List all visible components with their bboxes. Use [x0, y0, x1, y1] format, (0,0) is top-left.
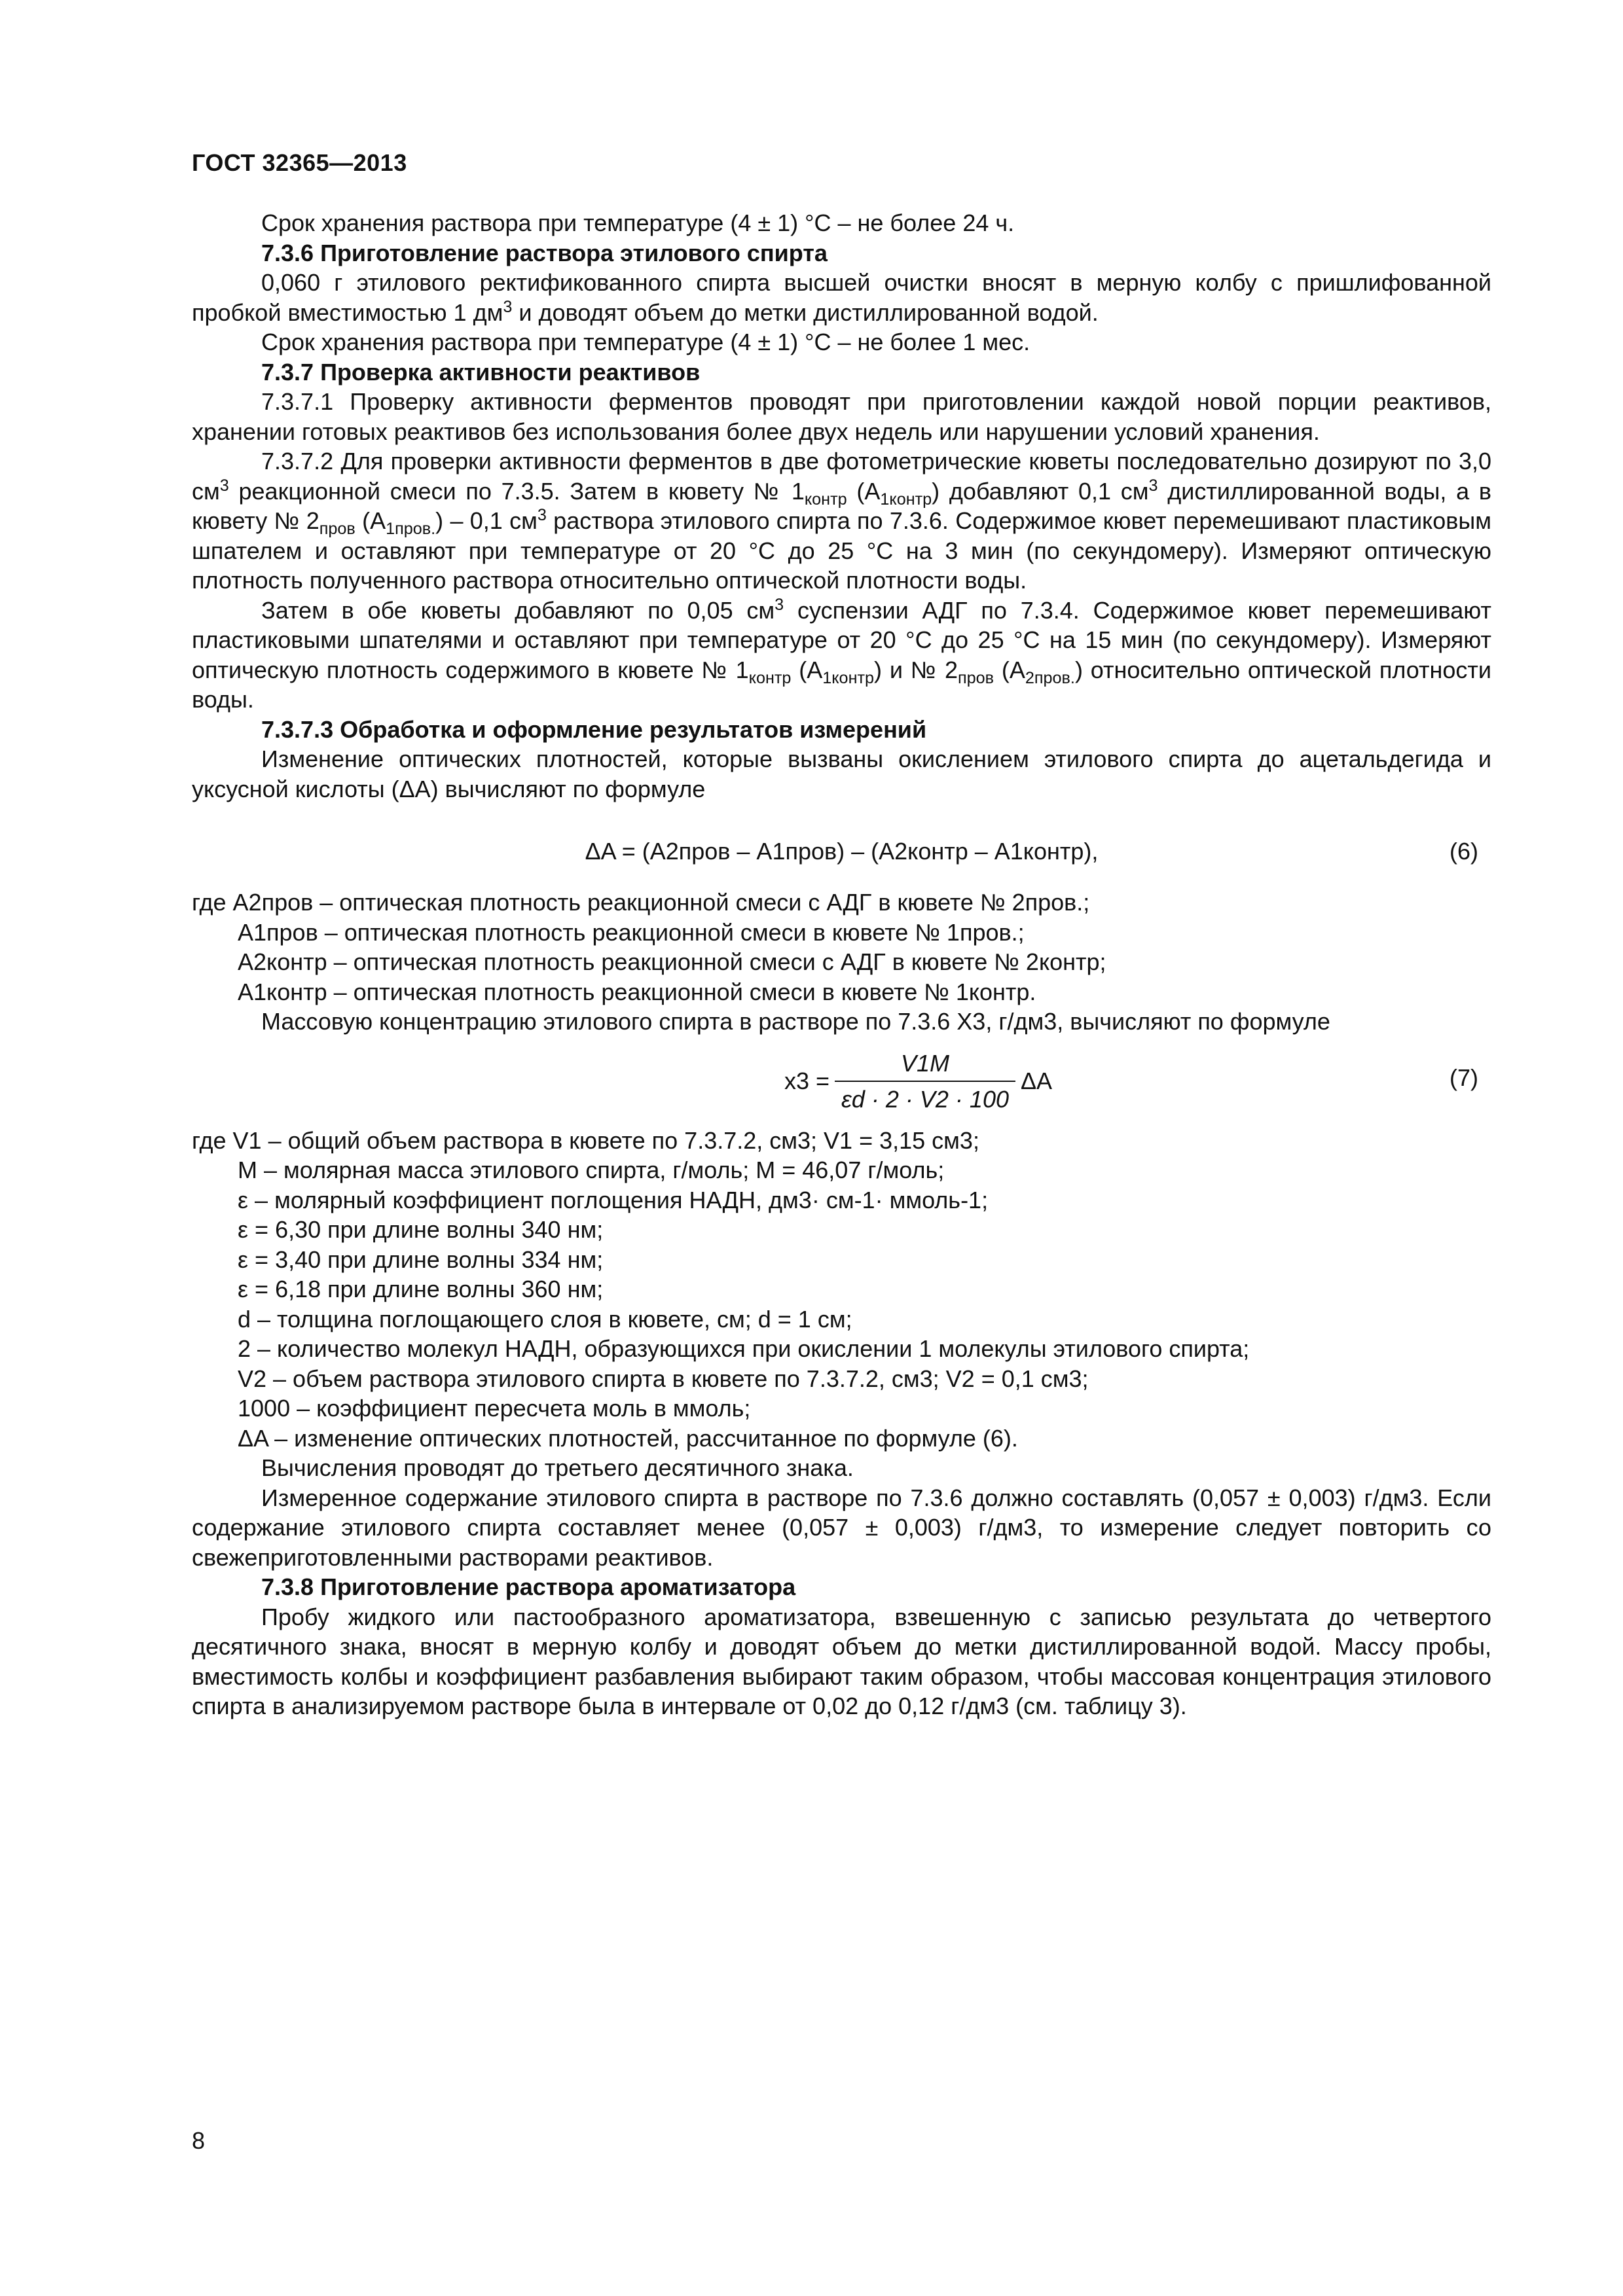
- legend-item: d – толщина поглощающего слоя в кювете, см; d = 1 см;: [238, 1305, 852, 1333]
- paragraph: Изменение оптических плотностей, которые вызваны окислением этилового спирта до ацетальдегида и уксусной кислоты (ΔA) вычисляют по формуле: [192, 745, 1491, 802]
- section-heading: 7.3.8 Приготовление раствора ароматизатора: [261, 1573, 796, 1600]
- formula-7: [192, 1042, 1491, 1121]
- legend-item: где A2пров – оптическая плотность реакционной смеси с АДГ в кювете № 2пров.;: [192, 889, 1090, 916]
- legend-item: ε = 6,18 при длине волны 360 нм;: [238, 1276, 604, 1302]
- formula-7-expression: [784, 1049, 1052, 1115]
- section-heading: 7.3.7.3 Обработка и оформление результатов измерений: [261, 715, 927, 743]
- paragraph: Массовую концентрацию этилового спирта в растворе по 7.3.6 X3, г/дм3, вычисляют по формуле: [261, 1008, 1330, 1035]
- legend-item: A1пров – оптическая плотность реакционной смеси в кювете № 1пров.;: [238, 918, 1025, 946]
- legend-item: A2контр – оптическая плотность реакционной смеси с АДГ в кювете № 2контр;: [238, 948, 1106, 975]
- paragraph: Затем в обе кюветы добавляют по 0,05 $см^3$ суспензии АДГ по 7.3.4. Содержимое кювет перемешивают пластиковыми шпателями и оставляют при температуре от 20 °С до 25 °С на 15 мин (по секундомеру). Измеряют оптическую плотность содержимого в кювете № $1_{контр}$ $(A_{1контр})$ и № $2_{пров}$ $(A_{2пров.})$ относительно оптической плотности воды.: [192, 595, 1491, 713]
- paragraph: 0,060 г этилового ректификованного спирта высшей очистки вносят в мерную колбу с пришлифованной пробкой вместимостью 1 $дм^3$ и доводят объем до метки дистиллированной водой.: [192, 269, 1491, 326]
- paragraph: Срок хранения раствора при температуре (4 ± 1) °С – не более 24 ч.: [261, 209, 1015, 236]
- formula-7-fraction: [835, 1049, 1015, 1115]
- page-number: 8: [192, 2127, 206, 2154]
- legend-item: 1000 – коэффициент пересчета моль в ммоль;: [238, 1395, 751, 1422]
- section-heading: 7.3.7 Проверка активности реактивов: [261, 358, 701, 386]
- document-body: [192, 208, 1491, 1721]
- legend-item: ε = 6,30 при длине волны 340 нм;: [238, 1216, 604, 1243]
- legend-item: где V1 – общий объем раствора в кювете по 7.3.7.2, см3; V1 = 3,15 см3;: [192, 1126, 979, 1154]
- legend-item: M – молярная масса этилового спирта, г/моль; M = 46,07 г/моль;: [238, 1157, 945, 1183]
- paragraph: Измеренное содержание этилового спирта в растворе по 7.3.6 должно составлять (0,057 ± 0,003) г/дм3. Если содержание этилового спирта составляет менее (0,057 ± 0,003) г/дм3, то измерение следует повторить со свежеприготовленными растворами реактивов.: [192, 1484, 1491, 1571]
- document-header: ГОСТ 32365—2013: [192, 149, 407, 176]
- section-heading: 7.3.6 Приготовление раствора этилового спирта: [261, 239, 828, 266]
- paragraph: 7.3.7.1 Проверку активности ферментов проводят при приготовлении каждой новой порции реактивов, хранении готовых реактивов без использования более двух недель или нарушении условий хранения.: [192, 388, 1491, 445]
- paragraph: Срок хранения раствора при температуре (4 ± 1) °С – не более 1 мес.: [261, 329, 1030, 355]
- formula-7-denominator: εd · 2 · V2 · 100: [835, 1081, 1015, 1115]
- legend-item: ε – молярный коэффициент поглощения НАДН, дм3· см-1· ммоль-1;: [238, 1186, 989, 1213]
- paragraph: 7.3.7.2 Для проверки активности ферментов в две фотометрические кюветы последовательно дозируют по 3,0 $см^3$ реакционной смеси по 7.3.5. Затем в кювету № $1_{контр}$ $(A_{1контр})$ добавляют 0,1 $см^3$ дистиллированной воды, а в кювету № $2_{пров}$ $(A_{1пров.}) - 0,1$ $см^3$ раствора этилового спирта по 7.3.6. Содержимое кювет перемешивают пластиковым шпателем и оставляют при температуре от 20 °С до 25 °С на 3 мин (по секундомеру). Измеряют оптическую плотность полученного раствора относительно оптической плотности воды.: [192, 448, 1491, 594]
- formula-7-lhs: x3 =: [784, 1067, 830, 1095]
- formula-7-rhs: ΔA: [1020, 1067, 1053, 1095]
- paragraph: Пробу жидкого или пастообразного ароматизатора, взвешенную с записью результата до четвертого десятичного знака, вносят в мерную колбу и доводят объем до метки дистиллированной водой. Массу пробы, вместимость колбы и коэффициент разбавления выбирают таким образом, чтобы массовая концентрация этилового спирта в анализируемом растворе была в интервале от 0,02 до 0,12 г/дм3 (см. таблицу 3).: [192, 1603, 1491, 1719]
- legend-item: ε = 3,40 при длине волны 334 нм;: [238, 1246, 604, 1273]
- formula-6-number: (6): [1450, 838, 1478, 865]
- legend-item: V2 – объем раствора этилового спирта в кювете по 7.3.7.2, см3; V2 = 0,1 см3;: [238, 1365, 1089, 1392]
- paragraph: Вычисления проводят до третьего десятичного знака.: [261, 1454, 854, 1481]
- formula-6-expression: ΔA = (A2пров – A1пров) – (A2контр – A1контр),: [585, 838, 1099, 865]
- legend-item: 2 – количество молекул НАДН, образующихся при окислении 1 молекулы этилового спирта;: [238, 1335, 1250, 1362]
- formula-7-numerator: V1M: [901, 1049, 950, 1077]
- formula-7-number: (7): [1450, 1064, 1478, 1091]
- legend-item: A1контр – оптическая плотность реакционной смеси в кювете № 1контр.: [238, 978, 1036, 1005]
- legend-item: ΔA – изменение оптических плотностей, рассчитанное по формуле (6).: [238, 1424, 1018, 1452]
- formula-6: [192, 821, 1491, 885]
